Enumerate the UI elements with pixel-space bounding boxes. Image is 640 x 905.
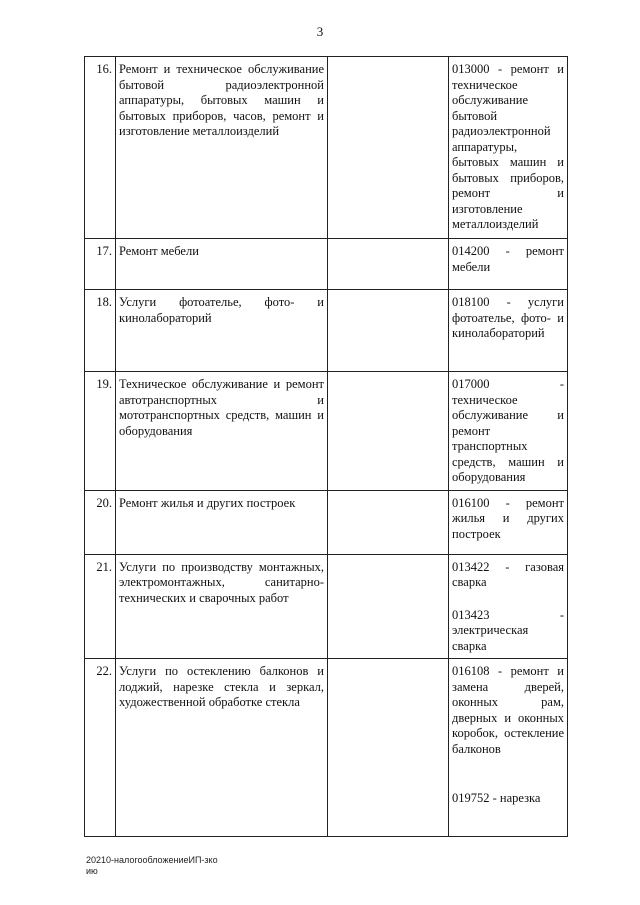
service-code	[449, 57, 568, 239]
table-row	[85, 659, 568, 837]
code-entry: 016100 - ремонт жилья и других построек	[452, 495, 564, 541]
table-row	[85, 239, 568, 290]
row-number: 16.	[85, 57, 116, 239]
code-entry: 017000 - техническое обслуживание и ремонт транспортных средств, машин и оборудования	[452, 377, 564, 484]
empty-cell	[328, 290, 449, 372]
empty-cell	[328, 659, 449, 837]
table-row	[85, 372, 568, 491]
code-entry: 013000 - ремонт и техническое обслуживание бытовой радиоэлектронной аппаратуры, бытовых машин и бытовых приборов, ремонт и изготовление металлоизделий	[452, 62, 564, 231]
service-code	[449, 490, 568, 554]
document-footer	[86, 855, 218, 877]
row-number: 18.	[85, 290, 116, 372]
service-code	[449, 659, 568, 837]
service-description: Услуги по производству монтажных, электромонтажных, санитарно-технических и сварочных работ	[116, 554, 328, 659]
table-row	[85, 57, 568, 239]
service-description: Ремонт мебели	[116, 239, 328, 290]
service-description: Ремонт и техническое обслуживание бытовой радиоэлектронной аппаратуры, бытовых машин и бытовых приборов, часов, ремонт и изготовление металлоизделий	[116, 57, 328, 239]
code-entry: 013422 - газовая сварка	[452, 559, 564, 589]
empty-cell	[328, 490, 449, 554]
service-code	[449, 372, 568, 491]
code-entry: 014200 - ремонт мебели	[452, 244, 564, 274]
row-number: 20.	[85, 490, 116, 554]
service-description: Услуги по остеклению балконов и лоджий, нарезке стекла и зеркал, художественной обработке стекла	[116, 659, 328, 837]
services-table	[84, 56, 568, 837]
row-number: 21.	[85, 554, 116, 659]
code-entry: 018100 - услуги фотоателье, фото- и кинолабораторий	[452, 295, 564, 340]
service-description: Ремонт жилья и других построек	[116, 490, 328, 554]
page-number: 3	[316, 24, 324, 39]
row-number: 17.	[85, 239, 116, 290]
service-code	[449, 290, 568, 372]
footer-filename: 20210-налогообложениеИП-зко	[86, 855, 218, 865]
empty-cell	[328, 554, 449, 659]
row-number: 19.	[85, 372, 116, 491]
code-entry: 013423 - электрическая сварка	[452, 607, 564, 653]
code-entry: 019752 - нарезка	[452, 791, 541, 805]
service-code	[449, 554, 568, 659]
table-row	[85, 490, 568, 554]
table-row	[85, 290, 568, 372]
service-code	[449, 239, 568, 290]
service-description: Услуги фотоателье, фото- и кинолабораторий	[116, 290, 328, 372]
empty-cell	[328, 239, 449, 290]
table-row	[85, 554, 568, 659]
row-number: 22.	[85, 659, 116, 837]
empty-cell	[328, 57, 449, 239]
empty-cell	[328, 372, 449, 491]
code-entry: 016108 - ремонт и замена дверей, оконных рам, дверных и оконных коробок, остекление балконов	[452, 664, 564, 756]
footer-filename-continuation: ию	[86, 866, 98, 876]
service-description: Техническое обслуживание и ремонт автотранспортных и мототранспортных средств, машин и оборудования	[116, 372, 328, 491]
